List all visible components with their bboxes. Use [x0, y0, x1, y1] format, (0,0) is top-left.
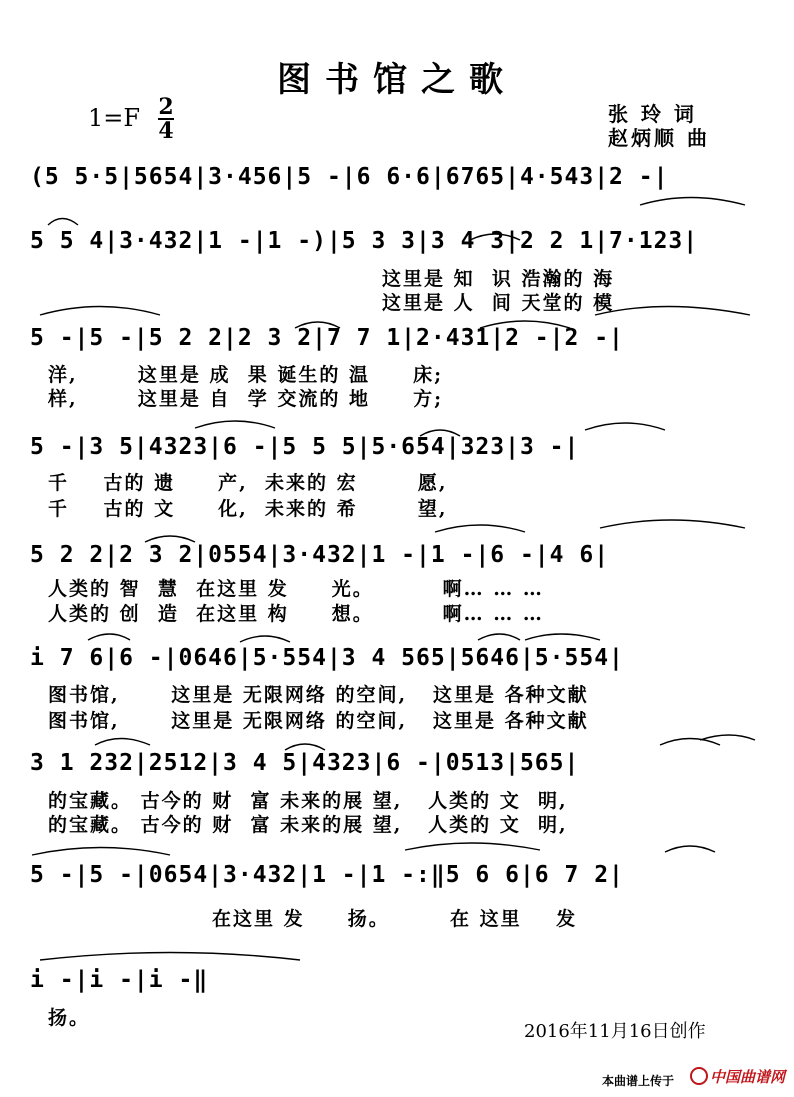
time-signature-bottom: 4	[158, 118, 174, 144]
lyricist-credit: 张 玲 词	[608, 102, 697, 126]
lyric-row-8: 在这里 发 扬。 在 这里 发	[212, 908, 578, 930]
site-logo[interactable]	[690, 1066, 785, 1087]
time-signature-top: 2	[158, 94, 174, 120]
score-row-8	[30, 862, 760, 902]
lyric-row-7-verse-1: 的宝藏。 古今的 财 富 未来的展 望, 人类的 文 明,	[48, 790, 568, 812]
score-row-1	[30, 164, 760, 204]
upload-note: 本曲谱上传于	[602, 1074, 675, 1088]
notes-row-7: 3 1 232|2512|3 4 5|4323|6 -|0513|565|	[30, 750, 580, 776]
score-row-6	[30, 645, 760, 685]
composition-date: 2016年11月16日创作	[524, 1021, 706, 1042]
lyric-row-6-verse-1: 图书馆, 这里是 无限网络 的空间, 这里是 各种文献	[48, 684, 589, 706]
notes-row-8: 5 -|5 -|0654|3·432|1 -|1 -:‖5 6 6|6 7 2|	[30, 862, 624, 888]
lyric-row-4-verse-2: 千 古的 文 化, 未来的 希 望,	[48, 498, 448, 520]
lyric-row-9: 扬。	[48, 1007, 91, 1029]
notes-row-2: 5 5 4|3·432|1 -|1 -)|5 3 3|3 4 3|2 2 1|7·123|	[30, 228, 699, 254]
site-logo-icon	[690, 1067, 708, 1085]
lyric-row-4-verse-1: 千 古的 遗 产, 未来的 宏 愿,	[48, 472, 448, 494]
lyric-row-7-verse-2: 的宝藏。 古今的 财 富 未来的展 望, 人类的 文 明,	[48, 814, 568, 836]
composer-credit: 赵炳顺 曲	[608, 126, 710, 150]
score-row-3	[30, 325, 760, 365]
time-signature	[158, 96, 174, 142]
score-row-2	[30, 228, 760, 268]
notes-row-4: 5 -|3 5|4323|6 -|5 5 5|5·654|323|3 -|	[30, 434, 580, 460]
notes-row-9: i -|i -|i -‖	[30, 967, 209, 993]
notes-row-6: i 7 6|6 -|0646|5·554|3 4 565|5646|5·554|	[30, 645, 624, 671]
key-signature: 1=F	[88, 104, 141, 132]
lyric-row-3-verse-2: 样, 这里是 自 学 交流的 地 方;	[48, 388, 444, 410]
score-row-7	[30, 750, 760, 790]
notes-row-3: 5 -|5 -|5 2 2|2 3 2|7 7 1|2·431|2 -|2 -|	[30, 325, 624, 351]
score-row-9	[30, 967, 330, 1007]
lyric-row-6-verse-2: 图书馆, 这里是 无限网络 的空间, 这里是 各种文献	[48, 710, 589, 732]
lyric-row-2-verse-2: 这里是 人 间 天堂的 模	[382, 292, 615, 314]
site-logo-text: 中国曲谱网	[710, 1068, 786, 1086]
notes-row-5: 5 2 2|2 3 2|0554|3·432|1 -|1 -|6 -|4 6|	[30, 542, 610, 568]
lyric-row-2-verse-1: 这里是 知 识 浩瀚的 海	[382, 268, 615, 290]
lyric-row-3-verse-1: 洋, 这里是 成 果 诞生的 温 床;	[48, 364, 444, 386]
lyric-row-5-verse-2: 人类的 创 造 在这里 构 想。 啊… … …	[48, 603, 544, 625]
song-title: 图书馆之歌	[277, 60, 517, 100]
lyric-row-5-verse-1: 人类的 智 慧 在这里 发 光。 啊… … …	[48, 578, 544, 600]
notes-row-1: (5 5·5|5654|3·456|5 -|6 6·6|6765|4·543|2 -|	[30, 164, 669, 190]
